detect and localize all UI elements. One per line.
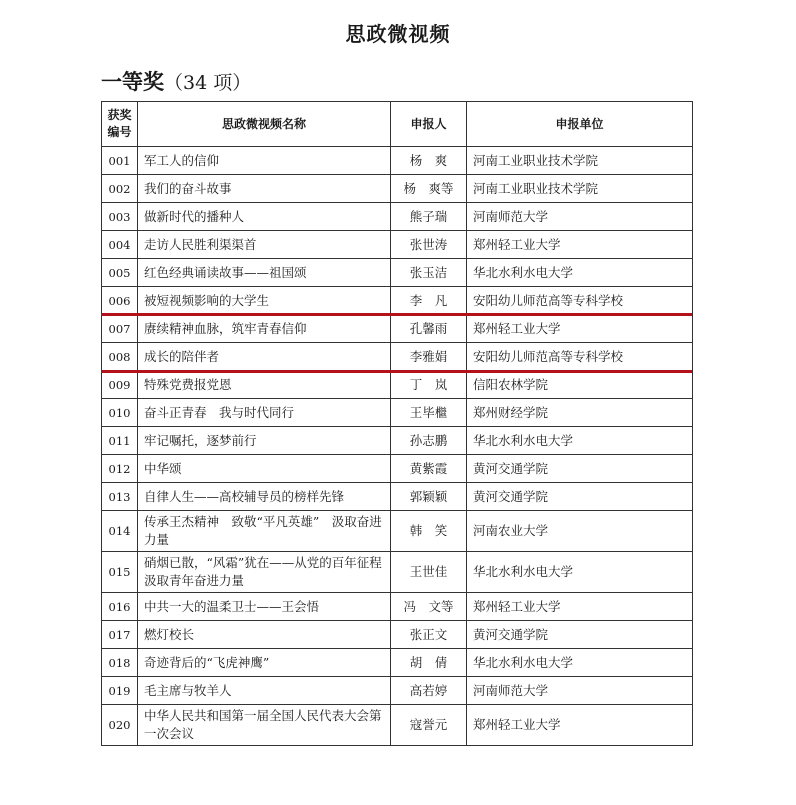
- header-applicant: 申报人: [391, 102, 467, 147]
- unit-cell: 郑州轻工业大学: [467, 231, 693, 259]
- applicant-cell: 张世涛: [391, 231, 467, 259]
- applicant-cell: 李 凡: [391, 287, 467, 315]
- applicant-cell: 杨 爽: [391, 147, 467, 175]
- award-number-cell: 018: [102, 649, 138, 677]
- table-row: [102, 705, 693, 746]
- unit-cell: 安阳幼儿师范高等专科学校: [467, 343, 693, 371]
- unit-cell: 华北水利水电大学: [467, 552, 693, 593]
- table-row: [102, 147, 693, 175]
- table-row: [102, 593, 693, 621]
- unit-cell: 黄河交通学院: [467, 621, 693, 649]
- applicant-cell: 黄紫霞: [391, 455, 467, 483]
- video-name-cell: 中共一大的温柔卫士——王会悟: [138, 593, 391, 621]
- video-name-cell: 自律人生——高校辅导员的榜样先锋: [138, 483, 391, 511]
- award-number-cell: 005: [102, 259, 138, 287]
- applicant-cell: 孔馨雨: [391, 315, 467, 343]
- applicant-cell: 王世佳: [391, 552, 467, 593]
- video-name-cell: 燃灯校长: [138, 621, 391, 649]
- award-number-cell: 008: [102, 343, 138, 371]
- table-row: [102, 677, 693, 705]
- unit-cell: 郑州轻工业大学: [467, 315, 693, 343]
- unit-cell: 郑州轻工业大学: [467, 593, 693, 621]
- applicant-cell: 高若婷: [391, 677, 467, 705]
- award-number-cell: 014: [102, 511, 138, 552]
- section-title: [101, 66, 251, 96]
- award-number-cell: 010: [102, 399, 138, 427]
- applicant-cell: 张正文: [391, 621, 467, 649]
- table-row: [102, 343, 693, 371]
- table-row: [102, 399, 693, 427]
- applicant-cell: 寇誉元: [391, 705, 467, 746]
- unit-cell: 河南师范大学: [467, 203, 693, 231]
- table-row: [102, 259, 693, 287]
- header-award-no-line2: 编号: [107, 125, 132, 139]
- award-number-cell: 012: [102, 455, 138, 483]
- award-number-cell: 016: [102, 593, 138, 621]
- unit-cell: 郑州轻工业大学: [467, 705, 693, 746]
- video-name-cell: 中华颂: [138, 455, 391, 483]
- video-name-cell: 被短视频影响的大学生: [138, 287, 391, 315]
- header-video-name: 思政微视频名称: [138, 102, 391, 147]
- unit-cell: 河南师范大学: [467, 677, 693, 705]
- table-row: [102, 455, 693, 483]
- award-number-cell: 015: [102, 552, 138, 593]
- table-row: [102, 315, 693, 343]
- award-number-cell: 011: [102, 427, 138, 455]
- table-row: [102, 649, 693, 677]
- award-number-cell: 006: [102, 287, 138, 315]
- unit-cell: 华北水利水电大学: [467, 259, 693, 287]
- table-row: [102, 175, 693, 203]
- award-number-cell: 009: [102, 371, 138, 399]
- table-row: [102, 552, 693, 593]
- table-row: [102, 203, 693, 231]
- video-name-cell: 红色经典诵读故事——祖国颂: [138, 259, 391, 287]
- applicant-cell: 熊子瑞: [391, 203, 467, 231]
- applicant-cell: 王毕檵: [391, 399, 467, 427]
- unit-cell: 华北水利水电大学: [467, 427, 693, 455]
- highlight-line-top: [101, 313, 692, 316]
- unit-cell: 安阳幼儿师范高等专科学校: [467, 287, 693, 315]
- video-name-cell: 走访人民胜利渠渠首: [138, 231, 391, 259]
- video-name-cell: 赓续精神血脉，筑牢青春信仰: [138, 315, 391, 343]
- video-name-cell: 牢记嘱托，逐梦前行: [138, 427, 391, 455]
- award-number-cell: 020: [102, 705, 138, 746]
- table-row: [102, 371, 693, 399]
- applicant-cell: 李雅娟: [391, 343, 467, 371]
- video-name-cell: 我们的奋斗故事: [138, 175, 391, 203]
- header-award-no-line1: 获奖: [107, 108, 132, 122]
- award-number-cell: 004: [102, 231, 138, 259]
- applicant-cell: 韩 笑: [391, 511, 467, 552]
- unit-cell: 河南工业职业技术学院: [467, 147, 693, 175]
- applicant-cell: 郭颖颖: [391, 483, 467, 511]
- table-row: [102, 483, 693, 511]
- video-name-cell: 成长的陪伴者: [138, 343, 391, 371]
- highlight-line-bottom: [101, 370, 692, 373]
- applicant-cell: 孙志鹏: [391, 427, 467, 455]
- award-number-cell: 019: [102, 677, 138, 705]
- table-row: [102, 621, 693, 649]
- video-name-cell: 特殊党费报党恩: [138, 371, 391, 399]
- award-number-cell: 013: [102, 483, 138, 511]
- section-count: （34 项）: [164, 72, 252, 94]
- video-name-cell: 硝烟已散，“风霜”犹在——从党的百年征程汲取青年奋进力量: [138, 552, 391, 593]
- video-name-cell: 毛主席与牧羊人: [138, 677, 391, 705]
- table-row: [102, 511, 693, 552]
- page-title: 思政微视频: [345, 22, 451, 46]
- applicant-cell: 杨 爽等: [391, 175, 467, 203]
- unit-cell: 河南农业大学: [467, 511, 693, 552]
- applicant-cell: 张玉洁: [391, 259, 467, 287]
- table-row: [102, 427, 693, 455]
- applicant-cell: 冯 文等: [391, 593, 467, 621]
- video-name-cell: 奋斗正青春 我与时代同行: [138, 399, 391, 427]
- unit-cell: 信阳农林学院: [467, 371, 693, 399]
- award-number-cell: 001: [102, 147, 138, 175]
- section-label: 一等奖: [101, 70, 164, 94]
- unit-cell: 黄河交通学院: [467, 455, 693, 483]
- table-row: [102, 287, 693, 315]
- header-award-no: [102, 102, 138, 147]
- video-name-cell: 传承王杰精神 致敬“平凡英雄” 汲取奋进力量: [138, 511, 391, 552]
- video-name-cell: 军工人的信仰: [138, 147, 391, 175]
- award-number-cell: 017: [102, 621, 138, 649]
- unit-cell: 郑州财经学院: [467, 399, 693, 427]
- video-name-cell: 做新时代的播种人: [138, 203, 391, 231]
- video-name-cell: 中华人民共和国第一届全国人民代表大会第一次会议: [138, 705, 391, 746]
- unit-cell: 黄河交通学院: [467, 483, 693, 511]
- award-number-cell: 002: [102, 175, 138, 203]
- applicant-cell: 丁 岚: [391, 371, 467, 399]
- unit-cell: 河南工业职业技术学院: [467, 175, 693, 203]
- award-number-cell: 003: [102, 203, 138, 231]
- applicant-cell: 胡 倩: [391, 649, 467, 677]
- table-row: [102, 231, 693, 259]
- video-name-cell: 奇迹背后的“飞虎神鹰”: [138, 649, 391, 677]
- header-unit: 申报单位: [467, 102, 693, 147]
- table-header-row: [102, 102, 693, 147]
- unit-cell: 华北水利水电大学: [467, 649, 693, 677]
- awards-table: [101, 101, 693, 746]
- award-number-cell: 007: [102, 315, 138, 343]
